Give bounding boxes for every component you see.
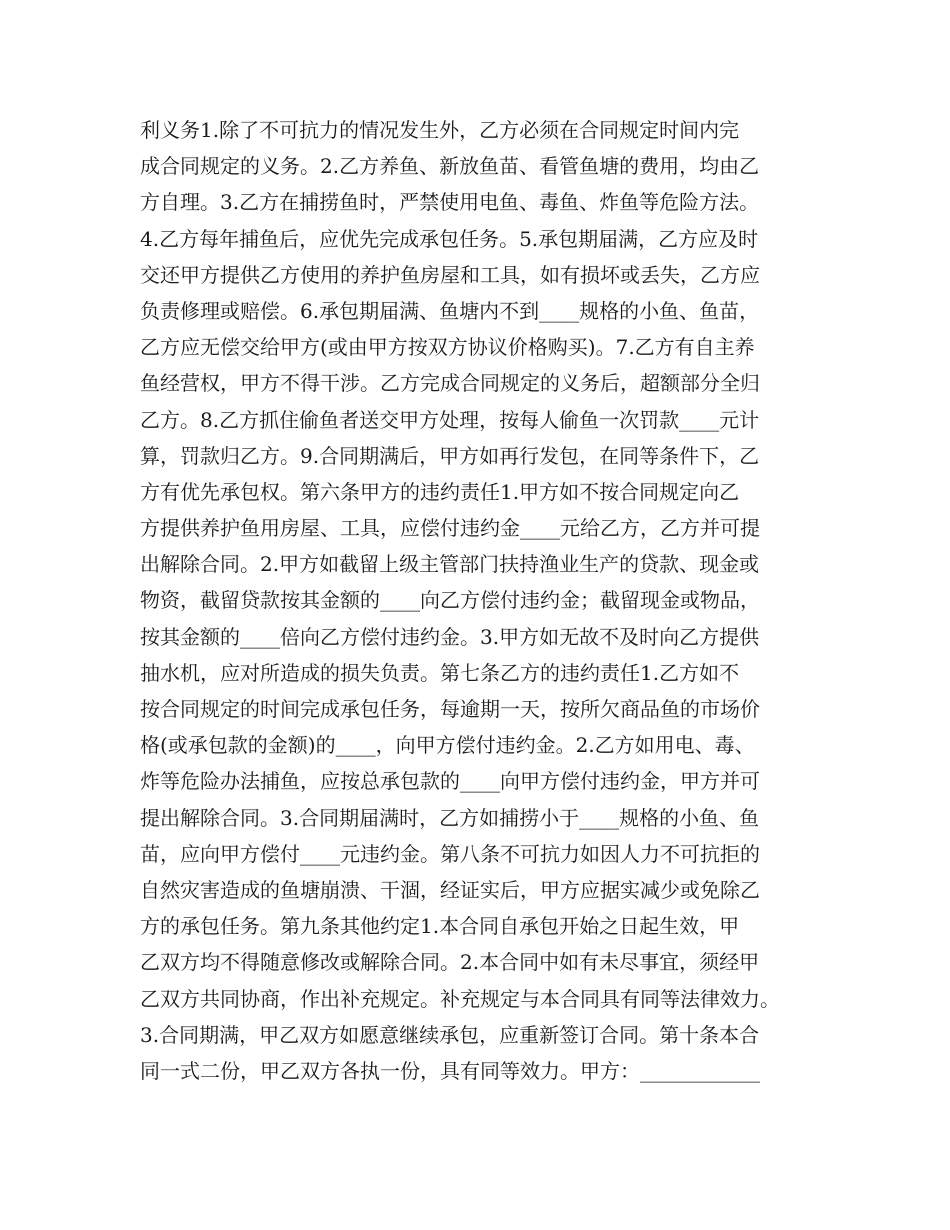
text-line: 自然灾害造成的鱼塘崩溃、干涸，经证实后，甲方应据实减少或免除乙 bbox=[140, 877, 760, 902]
text-line: 方自理。3.乙方在捕捞鱼时，严禁使用电鱼、毒鱼、炸鱼等危险方法。 bbox=[140, 190, 760, 215]
text-line: 交还甲方提供乙方使用的养护鱼房屋和工具，如有损坏或丢失，乙方应 bbox=[140, 262, 760, 287]
text-line: 算，罚款归乙方。9.合同期满后，甲方如再行发包，在同等条件下，乙 bbox=[140, 443, 760, 468]
text-line: 乙双方均不得随意修改或解除合同。2.本合同中如有未尽事宜，须经甲 bbox=[140, 950, 760, 975]
text-line: 按其金额的____倍向乙方偿付违约金。3.甲方如无故不及时向乙方提供 bbox=[140, 624, 760, 649]
text-line: 乙方应无偿交给甲方(或由甲方按双方协议价格购买)。7.乙方有自主养 bbox=[140, 335, 755, 360]
text-line: 提出解除合同。3.合同期届满时，乙方如捕捞小于____规格的小鱼、鱼 bbox=[140, 805, 760, 830]
text-line: 方有优先承包权。第六条甲方的违约责任1.甲方如不按合同规定向乙 bbox=[140, 479, 740, 504]
text-line: 4.乙方每年捕鱼后，应优先完成承包任务。5.承包期届满，乙方应及时 bbox=[140, 226, 759, 251]
text-line: 格(或承包款的金额)的____，向甲方偿付违约金。2.乙方如用电、毒、 bbox=[140, 733, 755, 758]
text-line: 同一式二份，甲乙双方各执一份，具有同等效力。甲方：____________ bbox=[140, 1058, 760, 1083]
text-line: 鱼经营权，甲方不得干涉。乙方完成合同规定的义务后，超额部分全归 bbox=[140, 371, 760, 396]
text-line: 出解除合同。2.甲方如截留上级主管部门扶持渔业生产的贷款、现金或 bbox=[140, 552, 760, 577]
text-line: 3.合同期满，甲乙双方如愿意继续承包，应重新签订合同。第十条本合 bbox=[140, 1022, 760, 1047]
text-line: 方提供养护鱼用房屋、工具，应偿付违约金____元给乙方，乙方并可提 bbox=[140, 516, 760, 541]
text-line: 物资，截留贷款按其金额的____向乙方偿付违约金；截留现金或物品， bbox=[140, 588, 760, 613]
text-line: 成合同规定的义务。2.乙方养鱼、新放鱼苗、看管鱼塘的费用，均由乙 bbox=[140, 154, 760, 179]
text-line: 按合同规定的时间完成承包任务，每逾期一天，按所欠商品鱼的市场价 bbox=[140, 697, 760, 721]
text-line: 乙方。8.乙方抓住偷鱼者送交甲方处理，按每人偷鱼一次罚款____元计 bbox=[140, 407, 760, 432]
text-line: 方的承包任务。第九条其他约定1.本合同自承包开始之日起生效，甲 bbox=[140, 914, 740, 939]
text-line: 乙双方共同协商，作出补充规定。补充规定与本合同具有同等法律效力。 bbox=[140, 986, 780, 1011]
text-line: 炸等危险办法捕鱼，应按总承包款的____向甲方偿付违约金，甲方并可 bbox=[140, 769, 760, 794]
text-line: 利义务1.除了不可抗力的情况发生外，乙方必须在合同规定时间内完 bbox=[140, 118, 740, 142]
contract-text bbox=[140, 112, 820, 1089]
text-line: 抽水机，应对所造成的损失负责。第七条乙方的违约责任1.乙方如不 bbox=[140, 660, 740, 685]
text-line: 负责修理或赔偿。6.承包期届满、鱼塘内不到____规格的小鱼、鱼苗， bbox=[140, 298, 760, 323]
text-line: 苗，应向甲方偿付____元违约金。第八条不可抗力如因人力不可抗拒的 bbox=[140, 841, 760, 866]
